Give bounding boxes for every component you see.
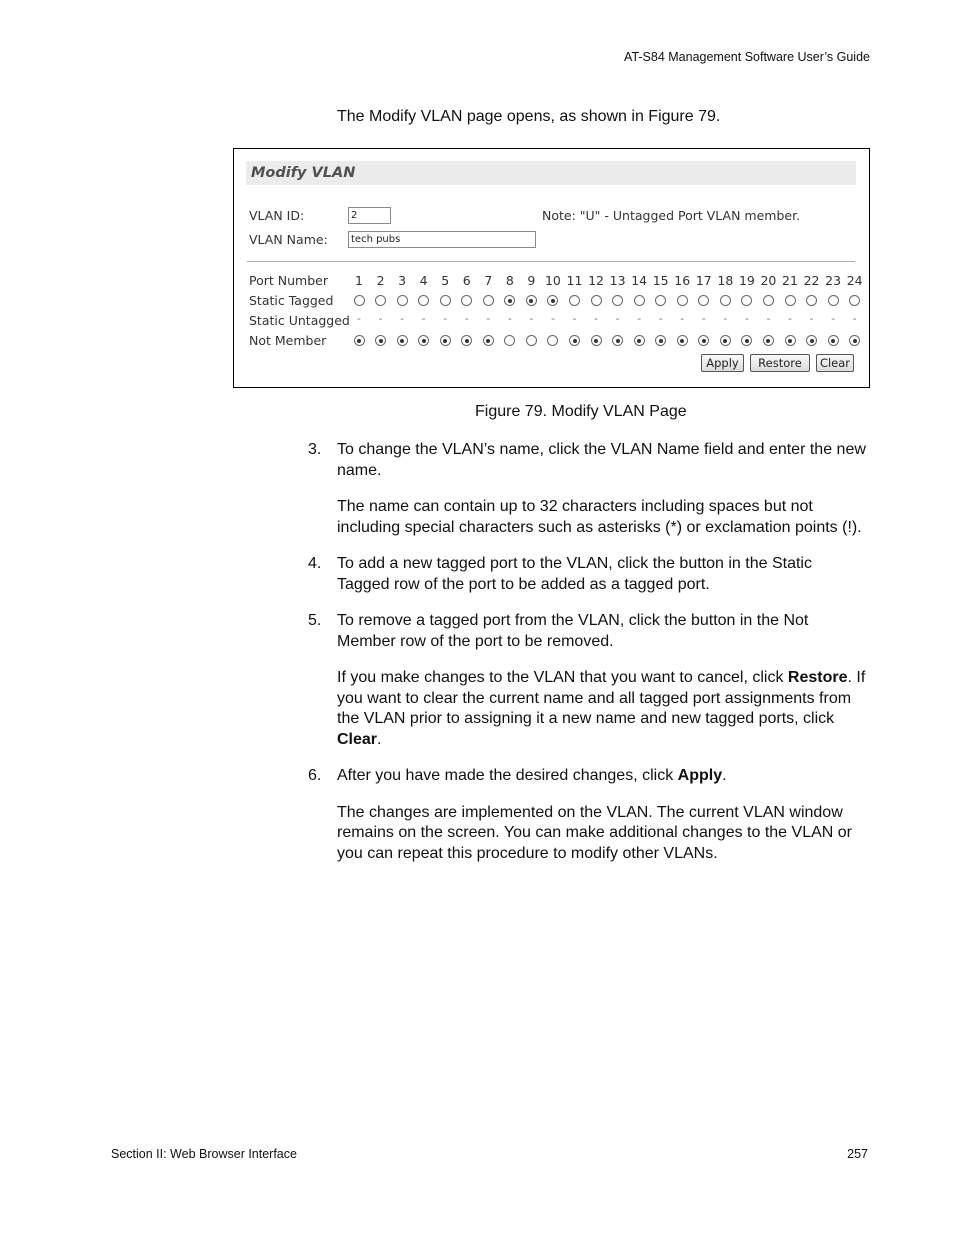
port-number-14: 14 <box>631 273 648 288</box>
step-number: 4. <box>308 555 322 572</box>
running-header: AT-S84 Management Software User’s Guide <box>624 50 870 64</box>
instruction-steps <box>308 440 868 880</box>
not-member-radio-10[interactable] <box>547 335 558 346</box>
text-run: . <box>377 730 382 748</box>
clear-button[interactable]: Clear <box>816 354 854 372</box>
port-number-11: 11 <box>566 273 583 288</box>
step-number: 5. <box>308 612 322 629</box>
not-member-radio-5[interactable] <box>440 335 451 346</box>
port-number-17: 17 <box>695 273 712 288</box>
modify-vlan-figure <box>233 148 870 388</box>
step-paragraph: The name can contain up to 32 characters including spaces but not including special characters such as asterisks (*) or exclamation points (!). <box>337 498 862 536</box>
step-paragraph: The changes are implemented on the VLAN. The current VLAN window remains on the screen. You can make additional changes to the VLAN or you can repeat this procedure to modify other VLANs. <box>337 803 852 862</box>
vlan-name-field[interactable]: tech pubs <box>348 231 536 248</box>
static-untagged-marker-1: - <box>357 312 361 325</box>
static-tagged-radio-7[interactable] <box>483 295 494 306</box>
static-tagged-radio-8[interactable] <box>504 295 515 306</box>
port-number-24: 24 <box>846 273 863 288</box>
static-untagged-marker-6: - <box>464 312 469 325</box>
static-tagged-radio-3[interactable] <box>397 295 408 306</box>
not-member-radio-23[interactable] <box>828 335 839 346</box>
not-member-radio-14[interactable] <box>634 335 645 346</box>
text-run: . If you want to clear the current name and all tagged port assignments from the VLAN prior to assigning it a new name and new tagged ports, click <box>337 669 866 727</box>
footer-section: Section II: Web Browser Interface <box>111 1147 297 1161</box>
static-untagged-marker-24: - <box>852 312 857 325</box>
static-tagged-label: Static Tagged <box>249 293 334 308</box>
not-member-radio-6[interactable] <box>461 335 472 346</box>
step-number: 3. <box>308 441 322 458</box>
not-member-radio-9[interactable] <box>526 335 537 346</box>
port-number-23: 23 <box>825 273 842 288</box>
page-number: 257 <box>847 1147 868 1161</box>
static-untagged-marker-2: - <box>378 312 383 325</box>
not-member-radio-4[interactable] <box>418 335 429 346</box>
static-tagged-radio-1[interactable] <box>354 295 365 306</box>
step-paragraph <box>308 668 868 750</box>
not-member-radio-3[interactable] <box>397 335 408 346</box>
static-untagged-marker-16: - <box>680 312 685 325</box>
not-member-radio-20[interactable] <box>763 335 774 346</box>
static-tagged-radio-5[interactable] <box>440 295 451 306</box>
static-untagged-marker-10: - <box>550 312 555 325</box>
not-member-radio-13[interactable] <box>612 335 623 346</box>
static-tagged-radio-15[interactable] <box>655 295 666 306</box>
intro-text: The Modify VLAN page opens, as shown in Figure 79. <box>337 108 721 125</box>
port-number-21: 21 <box>782 273 798 288</box>
static-untagged-marker-9: - <box>529 312 534 325</box>
not-member-radio-7[interactable] <box>483 335 494 346</box>
vlan-id-field[interactable]: 2 <box>348 207 391 224</box>
text-run: . <box>722 767 727 784</box>
figure-caption: Figure 79. Modify VLAN Page <box>475 403 687 420</box>
numbered-step <box>308 554 868 595</box>
static-untagged-marker-12: - <box>594 312 599 325</box>
static-untagged-marker-21: - <box>788 312 792 325</box>
not-member-radio-1[interactable] <box>354 335 365 346</box>
static-tagged-radio-23[interactable] <box>828 295 839 306</box>
static-untagged-marker-3: - <box>400 312 405 325</box>
static-tagged-radio-19[interactable] <box>741 295 752 306</box>
restore-button[interactable]: Restore <box>750 354 810 372</box>
port-number-3: 3 <box>398 273 407 288</box>
step-text: To remove a tagged port from the VLAN, click the button in the Not Member row of the port to be removed. <box>337 612 809 650</box>
not-member-radio-15[interactable] <box>655 335 666 346</box>
not-member-radio-22[interactable] <box>806 335 817 346</box>
static-untagged-marker-7: - <box>486 312 491 325</box>
port-number-label: Port Number <box>249 273 328 288</box>
static-tagged-radio-22[interactable] <box>806 295 817 306</box>
static-tagged-radio-16[interactable] <box>677 295 688 306</box>
static-untagged-label: Static Untagged <box>249 313 350 328</box>
static-tagged-radio-20[interactable] <box>763 295 774 306</box>
port-number-15: 15 <box>652 273 669 288</box>
port-number-20: 20 <box>760 273 777 288</box>
port-number-19: 19 <box>738 273 755 288</box>
bold-term: Apply <box>677 767 723 784</box>
port-number-5: 5 <box>441 273 450 288</box>
static-tagged-radio-12[interactable] <box>591 295 602 306</box>
port-number-7: 7 <box>484 273 493 288</box>
numbered-step <box>308 766 868 787</box>
port-number-6: 6 <box>462 273 471 288</box>
bold-term: Clear <box>337 730 378 748</box>
divider <box>247 261 855 262</box>
static-tagged-radio-13[interactable] <box>612 295 623 306</box>
static-untagged-marker-14: - <box>637 312 642 325</box>
not-member-radio-16[interactable] <box>677 335 688 346</box>
bold-term: Restore <box>787 669 848 686</box>
static-untagged-marker-11: - <box>572 312 577 325</box>
apply-button[interactable]: Apply <box>701 354 744 372</box>
text-run: After you have made the desired changes, click <box>337 767 678 784</box>
static-tagged-radio-10[interactable] <box>547 295 558 306</box>
port-number-8: 8 <box>505 273 514 288</box>
not-member-radio-2[interactable] <box>375 335 386 346</box>
static-tagged-radio-9[interactable] <box>526 295 537 306</box>
not-member-radio-21[interactable] <box>785 335 796 346</box>
port-number-1: 1 <box>355 273 363 288</box>
static-untagged-marker-23: - <box>831 312 836 325</box>
untagged-note: Note: "U" - Untagged Port VLAN member. <box>542 208 801 223</box>
figure-title-bar <box>246 161 856 185</box>
port-number-13: 13 <box>609 273 626 288</box>
static-untagged-marker-4: - <box>421 312 426 325</box>
not-member-radio-24[interactable] <box>849 335 860 346</box>
port-number-4: 4 <box>419 273 428 288</box>
static-untagged-marker-13: - <box>615 312 620 325</box>
numbered-step <box>308 611 868 652</box>
static-tagged-radio-11[interactable] <box>569 295 580 306</box>
not-member-radio-12[interactable] <box>591 335 602 346</box>
port-number-18: 18 <box>717 273 734 288</box>
static-tagged-radio-21[interactable] <box>785 295 796 306</box>
not-member-radio-18[interactable] <box>720 335 731 346</box>
static-tagged-radio-18[interactable] <box>720 295 731 306</box>
not-member-radio-8[interactable] <box>504 335 515 346</box>
step-text: To change the VLAN’s name, click the VLAN Name field and enter the new name. <box>337 441 866 479</box>
static-untagged-marker-18: - <box>723 312 728 325</box>
static-tagged-radio-14[interactable] <box>634 295 645 306</box>
step-number: 6. <box>308 767 322 784</box>
not-member-label: Not Member <box>249 333 327 348</box>
static-untagged-marker-20: - <box>766 312 771 325</box>
step-text: To add a new tagged port to the VLAN, click the button in the Static Tagged row of the port to be added as a tagged port. <box>337 555 812 593</box>
port-number-12: 12 <box>588 273 604 288</box>
port-number-2: 2 <box>376 273 385 288</box>
static-untagged-marker-15: - <box>658 312 663 325</box>
static-untagged-marker-5: - <box>443 312 448 325</box>
static-tagged-radio-2[interactable] <box>375 295 386 306</box>
port-number-22: 22 <box>803 273 820 288</box>
not-member-radio-11[interactable] <box>569 335 580 346</box>
port-number-10: 10 <box>544 273 561 288</box>
port-number-16: 16 <box>674 273 691 288</box>
vlan-name-label: VLAN Name: <box>249 232 328 247</box>
static-untagged-marker-8: - <box>507 312 512 325</box>
static-tagged-radio-17[interactable] <box>698 295 709 306</box>
not-member-radio-19[interactable] <box>741 335 752 346</box>
numbered-step <box>308 440 868 481</box>
static-untagged-marker-17: - <box>701 312 706 325</box>
static-tagged-radio-24[interactable] <box>849 295 860 306</box>
static-tagged-radio-6[interactable] <box>461 295 472 306</box>
static-tagged-radio-4[interactable] <box>418 295 429 306</box>
figure-title: Modify VLAN <box>251 165 356 181</box>
port-number-9: 9 <box>527 273 536 288</box>
static-untagged-marker-22: - <box>809 312 814 325</box>
vlan-id-label: VLAN ID: <box>249 208 305 223</box>
text-run: If you make changes to the VLAN that you want to cancel, click <box>337 669 788 686</box>
static-untagged-marker-19: - <box>744 312 749 325</box>
not-member-radio-17[interactable] <box>698 335 709 346</box>
